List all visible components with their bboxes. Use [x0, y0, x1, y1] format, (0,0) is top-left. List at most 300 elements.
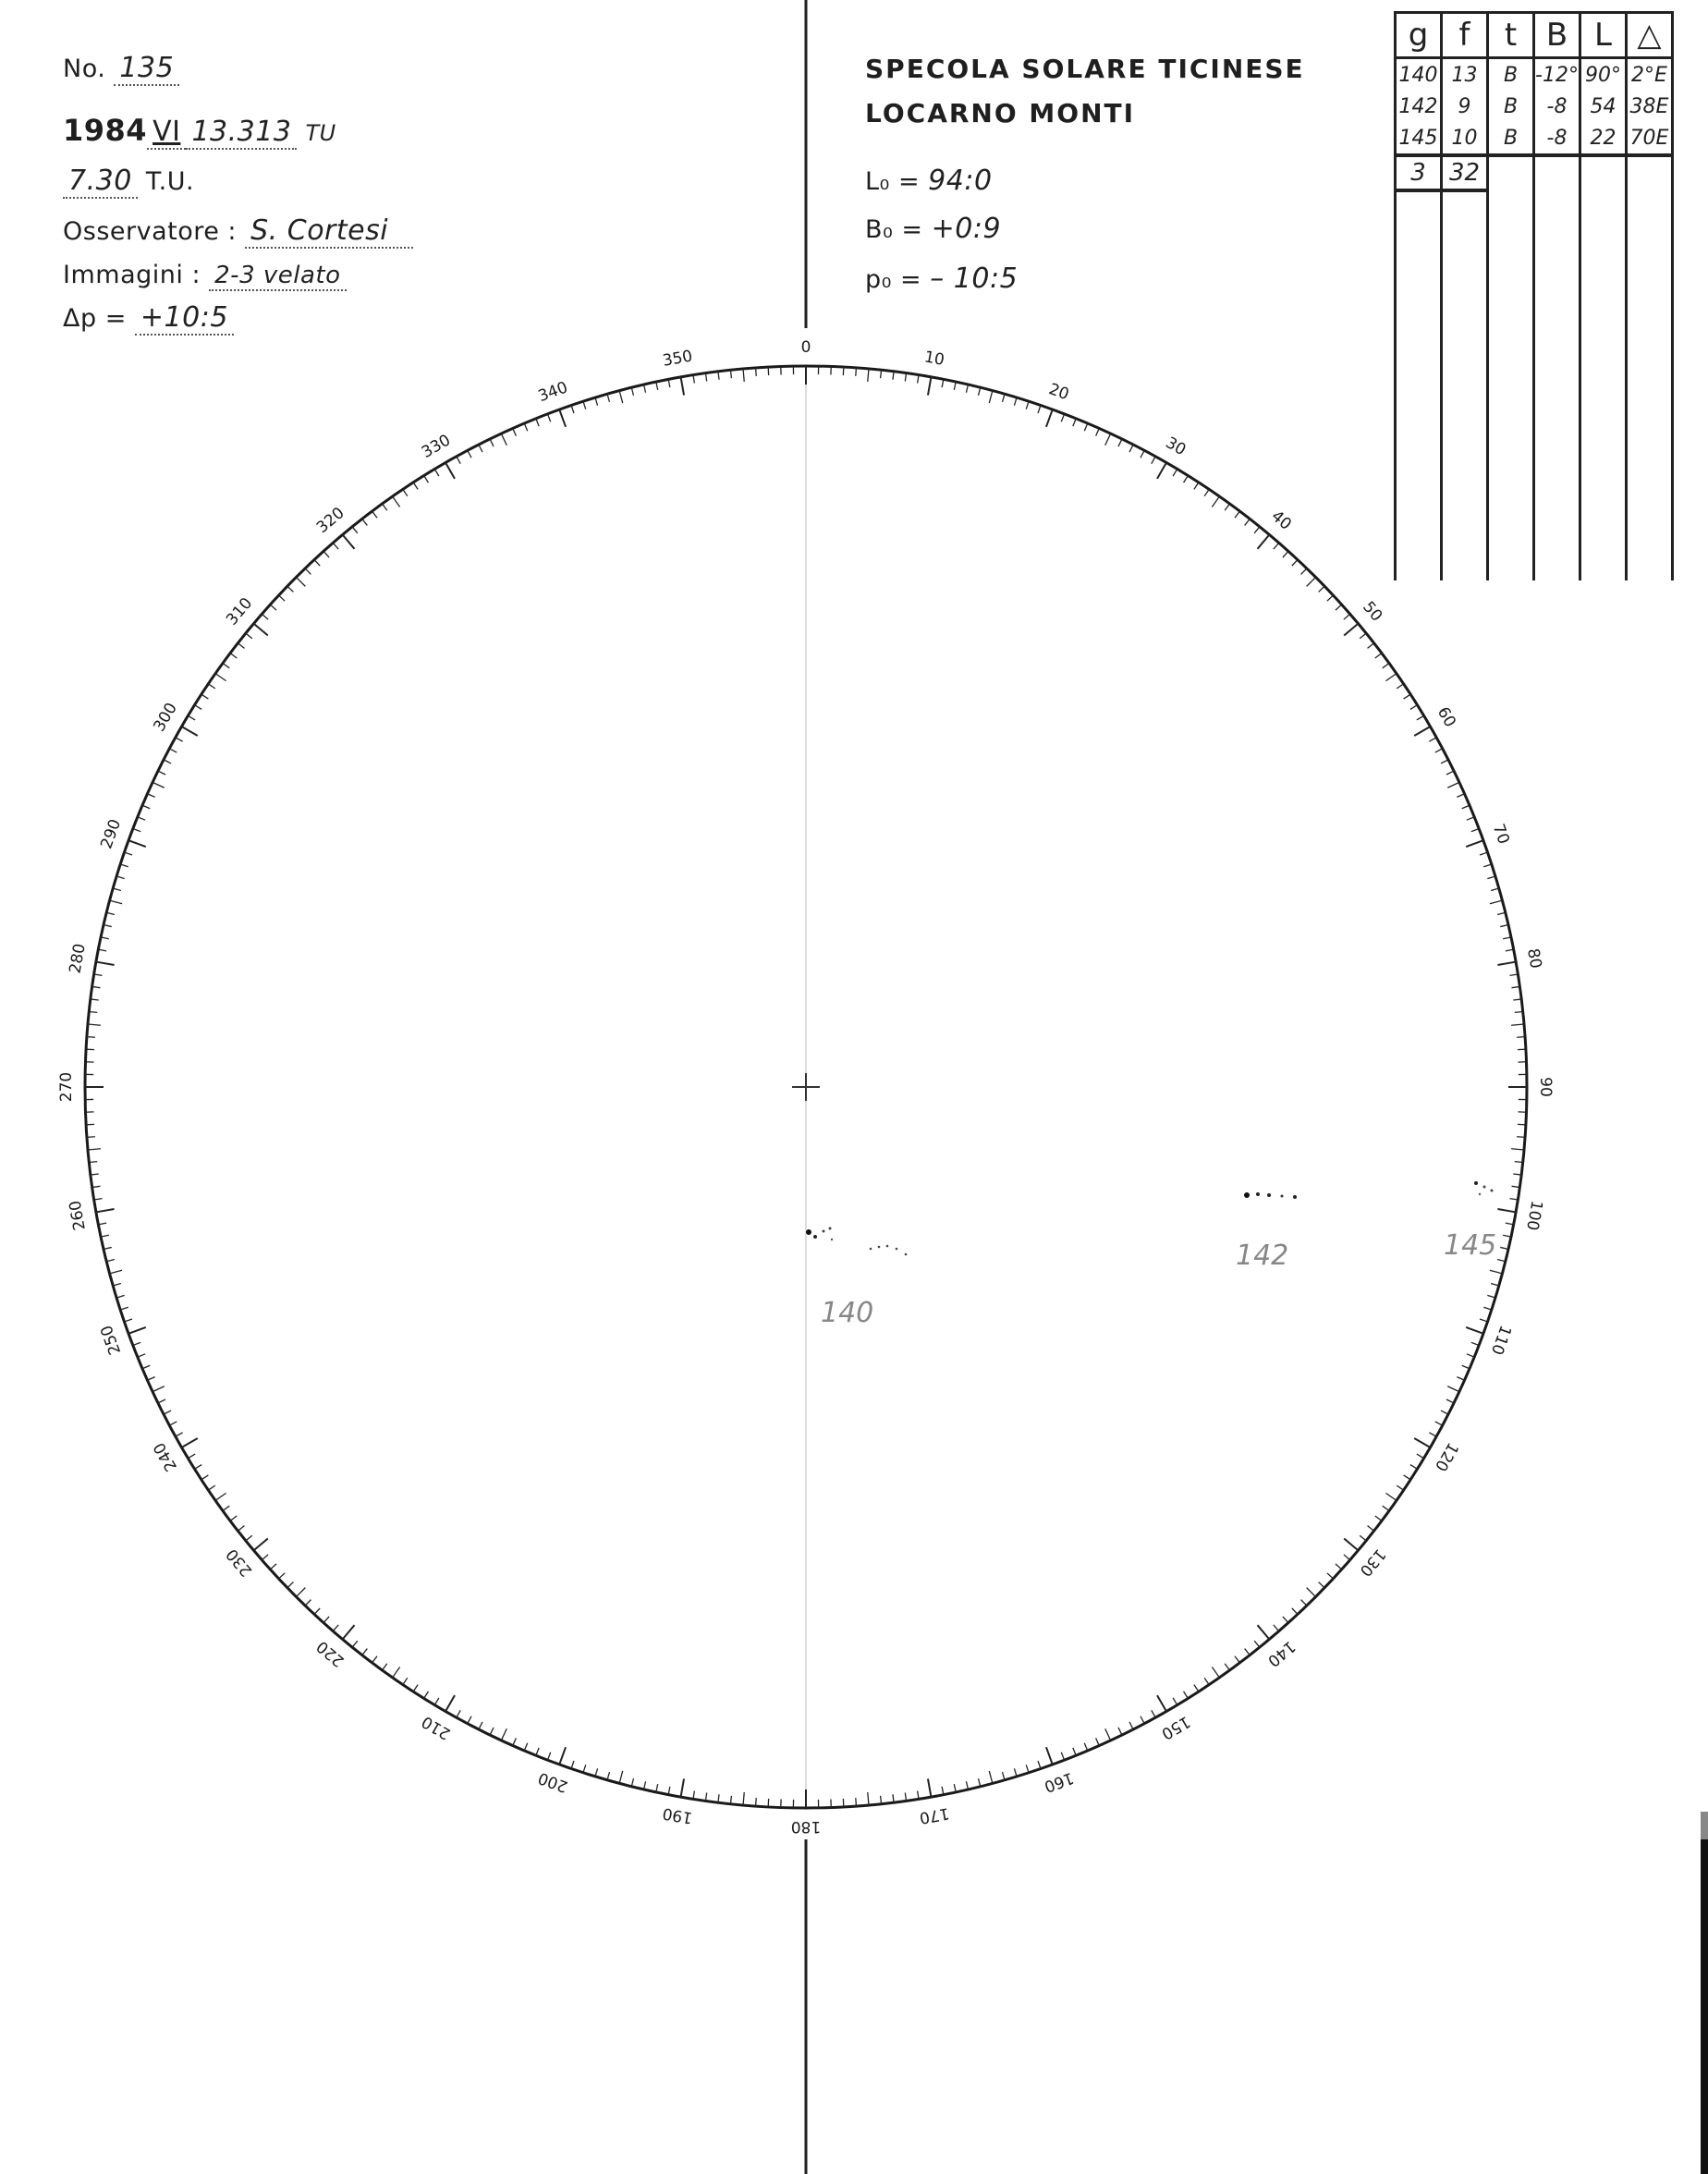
degree-tick	[362, 1649, 368, 1655]
degree-tick	[1184, 1692, 1189, 1699]
degree-tick	[434, 469, 439, 476]
cell-delta: 70E	[1627, 122, 1673, 155]
cell-t: B	[1488, 91, 1534, 122]
degree-tick	[120, 864, 128, 867]
degree-tick	[124, 1319, 132, 1322]
sunspot	[1483, 1186, 1486, 1189]
degree-tick	[1410, 705, 1418, 710]
degree-tick	[536, 419, 539, 426]
scale-label-330: 330	[418, 431, 455, 462]
degree-tick	[1327, 595, 1334, 601]
sunspot	[896, 1248, 898, 1251]
scale-label-290: 290	[97, 816, 126, 852]
degree-tick	[176, 1433, 183, 1436]
cell-f: 10	[1442, 122, 1488, 155]
degree-tick	[1301, 568, 1307, 574]
degree-tick	[1173, 1698, 1177, 1705]
degree-tick	[1319, 1582, 1324, 1588]
degree-tick	[176, 738, 183, 741]
sunspot	[823, 1230, 825, 1233]
degree-tick	[1307, 577, 1316, 586]
degree-tick	[142, 1365, 150, 1369]
scan-edge-shadow	[1701, 1812, 1708, 1839]
degree-tick	[1046, 1747, 1053, 1765]
degree-tick	[120, 1307, 128, 1310]
degree-tick	[1073, 419, 1076, 426]
scale-label-140: 140	[1263, 1636, 1299, 1670]
degree-tick	[1471, 828, 1479, 831]
degree-tick	[1491, 1284, 1499, 1286]
group-label-142: 142	[1236, 1240, 1289, 1272]
degree-tick	[1511, 1149, 1524, 1150]
scale-label-80: 80	[1523, 947, 1545, 971]
degree-tick	[164, 760, 171, 763]
cell-f: 13	[1442, 58, 1488, 92]
degree-tick	[756, 368, 757, 376]
degree-tick	[1404, 1475, 1411, 1480]
degree-tick	[1292, 560, 1298, 567]
scale-label-130: 130	[1355, 1545, 1389, 1581]
degree-tick	[693, 375, 694, 384]
degree-tick	[223, 1506, 229, 1510]
degree-tick	[1105, 1728, 1111, 1740]
degree-tick	[1462, 1365, 1470, 1369]
degree-tick	[101, 1235, 109, 1237]
L0-label: L₀ =	[865, 167, 921, 196]
degree-tick	[101, 937, 109, 939]
degree-tick	[1517, 1037, 1525, 1038]
degree-tick	[445, 1695, 455, 1711]
degree-tick	[490, 439, 494, 446]
degree-tick	[296, 1588, 305, 1597]
degree-tick	[343, 1625, 355, 1639]
degree-tick	[1319, 586, 1324, 592]
degree-tick	[142, 805, 150, 809]
degree-tick	[1204, 1678, 1209, 1684]
scale-label-350: 350	[661, 347, 694, 371]
degree-tick	[1038, 405, 1041, 413]
degree-tick	[1141, 450, 1144, 458]
degree-tick	[1500, 1247, 1508, 1249]
degree-tick	[479, 1722, 482, 1729]
degree-tick	[223, 664, 229, 668]
degree-tick	[1414, 727, 1430, 736]
degree-tick	[372, 511, 377, 518]
degree-tick	[1129, 1722, 1133, 1729]
degree-tick	[372, 1656, 377, 1663]
degree-tick	[1490, 900, 1503, 904]
degree-tick	[1084, 1743, 1088, 1751]
observatory-name: SPECOLA SOLARE TICINESE	[865, 54, 1305, 84]
degree-tick	[270, 1564, 276, 1569]
degree-tick	[1254, 527, 1260, 533]
header-t: t	[1488, 13, 1534, 58]
degree-tick	[1254, 1641, 1260, 1647]
degree-tick	[1327, 1573, 1334, 1579]
degree-tick	[1157, 463, 1166, 479]
sunspot	[806, 1229, 811, 1235]
scale-label-280: 280	[66, 942, 90, 975]
degree-tick	[1258, 1625, 1270, 1639]
degree-tick	[942, 379, 944, 387]
degree-tick	[147, 794, 154, 798]
degree-tick	[87, 1137, 95, 1138]
degree-tick	[1194, 482, 1199, 490]
degree-tick	[124, 852, 132, 855]
degree-tick	[424, 476, 429, 483]
degree-tick	[393, 496, 400, 507]
degree-tick	[314, 560, 320, 567]
scale-label-220: 220	[312, 1636, 348, 1670]
degree-tick	[1073, 1748, 1076, 1755]
degree-tick	[215, 1493, 226, 1500]
cell-B: -12°	[1534, 58, 1580, 92]
degree-tick	[88, 1149, 101, 1150]
degree-tick	[110, 1270, 123, 1274]
images-value: 2-3 velato	[209, 262, 346, 291]
degree-tick	[169, 749, 177, 752]
degree-tick	[583, 401, 586, 409]
degree-tick	[743, 1792, 744, 1805]
degree-tick	[513, 428, 517, 435]
degree-tick	[468, 450, 471, 458]
degree-tick	[147, 1377, 154, 1381]
degree-tick	[413, 482, 418, 490]
degree-tick	[1404, 694, 1411, 699]
degree-tick	[287, 1582, 293, 1588]
degree-tick	[253, 624, 267, 636]
scale-label-190: 190	[661, 1803, 694, 1827]
degree-tick	[1274, 543, 1279, 549]
observer-label: Osservatore :	[63, 217, 238, 246]
degree-tick	[1510, 1199, 1519, 1200]
degree-tick	[856, 368, 857, 376]
degree-tick	[195, 705, 202, 710]
degree-tick	[333, 1625, 338, 1631]
degree-tick	[607, 394, 609, 402]
degree-tick	[1235, 1656, 1239, 1663]
degree-tick	[152, 1386, 165, 1392]
scale-label-200: 200	[535, 1767, 571, 1796]
degree-tick	[524, 1743, 528, 1751]
sunspot	[1267, 1193, 1271, 1197]
degree-tick	[113, 888, 121, 890]
degree-tick	[182, 727, 198, 736]
p0-label: p₀ =	[865, 265, 922, 294]
degree-tick	[607, 1772, 609, 1780]
degree-tick	[928, 377, 931, 396]
degree-tick	[383, 1664, 387, 1670]
degree-tick	[1046, 409, 1053, 427]
degree-tick	[1375, 1516, 1382, 1521]
sunspot-group-140	[806, 1227, 907, 1330]
degree-tick	[1173, 469, 1177, 476]
degree-tick	[1307, 1588, 1316, 1597]
degree-tick	[1467, 1354, 1474, 1357]
sunspot	[829, 1227, 832, 1230]
degree-tick	[989, 391, 993, 404]
degree-tick	[1283, 551, 1288, 557]
degree-tick	[1360, 1535, 1366, 1541]
degree-tick	[110, 900, 123, 904]
degree-tick	[116, 876, 125, 879]
degree-tick	[1466, 840, 1483, 847]
header-g: g	[1396, 13, 1442, 58]
degree-tick	[1487, 876, 1495, 879]
degree-tick	[693, 1791, 694, 1800]
time-unit: T.U.	[145, 167, 195, 196]
degree-tick	[1344, 614, 1350, 619]
degree-tick	[1026, 1765, 1029, 1773]
degree-tick	[1385, 674, 1396, 681]
scale-label-240: 240	[150, 1438, 181, 1475]
degree-tick	[113, 1284, 121, 1286]
header-delta: △	[1627, 13, 1673, 58]
degree-tick	[571, 1761, 574, 1769]
degree-tick	[116, 1295, 125, 1298]
sunspot	[1281, 1195, 1284, 1198]
degree-tick	[96, 1209, 115, 1212]
degree-tick	[1383, 1506, 1389, 1510]
scan-edge	[1701, 1839, 1708, 2174]
degree-tick	[1360, 633, 1366, 639]
degree-tick	[230, 653, 237, 658]
degree-tick	[104, 1247, 112, 1249]
degree-tick	[1274, 1625, 1279, 1631]
degree-tick	[1105, 434, 1111, 446]
degree-tick	[230, 1516, 237, 1521]
degree-tick	[979, 387, 981, 396]
degree-tick	[106, 1260, 115, 1262]
degree-tick	[1497, 1260, 1506, 1262]
degree-tick	[1487, 1295, 1495, 1298]
cell-t: B	[1488, 122, 1534, 155]
degree-tick	[1096, 428, 1100, 435]
cell-t: B	[1488, 58, 1534, 92]
cell-L: 54	[1580, 91, 1627, 122]
scale-label-30: 30	[1162, 434, 1190, 460]
degree-tick	[1503, 1235, 1511, 1237]
degree-tick	[208, 684, 214, 689]
degree-tick	[98, 1223, 106, 1225]
degree-tick	[1026, 401, 1029, 409]
degree-tick	[96, 962, 115, 965]
degree-tick	[644, 385, 646, 393]
scale-label-0: 0	[800, 338, 811, 357]
degree-tick	[536, 1748, 539, 1755]
sunspot	[870, 1248, 872, 1251]
date-day: 13.313	[186, 116, 297, 150]
degree-tick	[1038, 1761, 1041, 1769]
degree-tick	[681, 1778, 684, 1797]
degree-tick	[1003, 394, 1005, 402]
degree-tick	[238, 1526, 244, 1532]
degree-tick	[1414, 1438, 1430, 1447]
degree-tick	[434, 1698, 439, 1705]
degree-tick	[1511, 1024, 1524, 1025]
degree-tick	[1441, 760, 1448, 763]
degree-tick	[104, 925, 112, 927]
total-groups: 3	[1396, 155, 1442, 190]
degree-tick	[1141, 1716, 1144, 1724]
degree-tick	[595, 1768, 598, 1777]
degree-tick	[1446, 1399, 1454, 1403]
degree-tick	[1410, 1465, 1418, 1470]
degree-tick	[501, 1728, 506, 1740]
degree-tick	[393, 1667, 400, 1677]
degree-tick	[524, 423, 528, 431]
degree-tick	[743, 369, 744, 382]
cell-delta: 38E	[1627, 91, 1673, 122]
sunspot	[831, 1239, 833, 1240]
degree-tick	[158, 1399, 165, 1403]
degree-tick	[631, 1778, 633, 1787]
degree-tick	[383, 504, 387, 510]
degree-tick	[1385, 1493, 1396, 1500]
scale-label-40: 40	[1267, 507, 1295, 534]
degree-tick	[1417, 1454, 1424, 1459]
degree-tick	[1225, 1664, 1229, 1670]
degree-tick	[1014, 397, 1017, 406]
degree-tick	[501, 434, 506, 446]
degree-tick	[128, 840, 146, 847]
sunspot	[1244, 1192, 1250, 1198]
degree-tick	[262, 614, 268, 619]
cell-delta: 2°E	[1627, 58, 1673, 92]
degree-tick	[1490, 1270, 1503, 1274]
scale-label-260: 260	[66, 1199, 90, 1232]
time-value: 7.30	[63, 165, 138, 199]
observer-value: S. Cortesi	[245, 214, 413, 249]
degree-tick	[262, 1555, 268, 1560]
degree-tick	[1506, 949, 1514, 951]
degree-tick	[87, 1037, 95, 1038]
degree-tick	[1435, 749, 1443, 752]
sunspot-group-145	[1444, 1181, 1496, 1262]
degree-tick	[169, 1422, 177, 1425]
degree-tick	[681, 377, 684, 396]
degree-tick	[246, 633, 252, 639]
degree-tick	[201, 694, 209, 699]
degree-tick	[1204, 489, 1209, 495]
cell-L: 90°	[1580, 58, 1627, 92]
degree-tick	[1467, 817, 1474, 820]
sunspot	[1474, 1181, 1478, 1185]
degree-tick	[1480, 852, 1488, 855]
sunspot	[1491, 1190, 1494, 1192]
L0-value: 94:0	[928, 165, 993, 197]
degree-tick	[966, 1781, 968, 1789]
scale-label-210: 210	[418, 1712, 455, 1743]
degree-tick	[208, 1485, 214, 1490]
degree-tick	[1283, 1617, 1288, 1623]
scale-label-10: 10	[922, 348, 946, 370]
degree-tick	[1517, 1137, 1525, 1138]
scale-label-110: 110	[1486, 1322, 1515, 1358]
date-month: VI	[147, 116, 186, 150]
degree-tick	[1368, 1526, 1374, 1532]
degree-tick	[1118, 1728, 1122, 1735]
total-spots: 32	[1442, 155, 1488, 190]
degree-tick	[201, 1475, 209, 1480]
degree-tick	[1152, 1710, 1155, 1717]
degree-tick	[1397, 684, 1403, 689]
degree-tick	[403, 1678, 408, 1684]
degree-tick	[413, 1685, 418, 1692]
images-label: Immagini :	[63, 261, 201, 289]
degree-tick	[656, 382, 658, 390]
degree-tick	[1152, 457, 1155, 464]
date-suffix: TU	[305, 120, 336, 146]
degree-tick	[1184, 476, 1189, 483]
degree-tick	[1245, 1649, 1250, 1655]
degree-tick	[424, 1692, 429, 1699]
degree-tick	[490, 1728, 494, 1735]
degree-tick	[1447, 1386, 1459, 1392]
degree-tick	[279, 595, 286, 601]
sunspot	[878, 1246, 881, 1249]
scale-label-170: 170	[918, 1803, 951, 1827]
degree-tick	[918, 1791, 919, 1800]
degree-tick	[1503, 937, 1511, 939]
sunspot-group-142	[1236, 1192, 1297, 1272]
degree-tick	[152, 782, 165, 788]
scale-label-300: 300	[150, 699, 181, 736]
degree-tick	[856, 1798, 857, 1806]
degree-tick	[1301, 1600, 1307, 1606]
degree-tick	[94, 1199, 103, 1200]
cell-g: 145	[1396, 122, 1442, 155]
degree-tick	[1497, 962, 1516, 965]
sunspot	[813, 1235, 817, 1239]
sunspot	[886, 1245, 889, 1248]
degree-tick	[656, 1784, 658, 1792]
degree-tick	[631, 387, 633, 396]
degree-tick	[1212, 1667, 1219, 1677]
scale-label-160: 160	[1041, 1767, 1077, 1796]
degree-tick	[133, 1342, 140, 1345]
degree-tick	[1014, 1768, 1017, 1777]
degree-tick	[188, 715, 195, 720]
degree-tick	[547, 414, 550, 421]
degree-tick	[1061, 414, 1064, 421]
degree-tick	[98, 949, 106, 951]
degree-tick	[270, 605, 276, 610]
header-f: f	[1442, 13, 1488, 58]
scale-label-180: 180	[790, 1817, 822, 1836]
degree-tick	[238, 643, 244, 649]
degree-tick	[253, 1539, 267, 1551]
number-value: 135	[114, 52, 179, 86]
degree-tick	[362, 519, 368, 525]
degree-tick	[158, 771, 165, 775]
scale-label-50: 50	[1359, 598, 1386, 626]
degree-tick	[1500, 925, 1508, 927]
degree-tick	[246, 1535, 252, 1541]
degree-tick	[1491, 888, 1499, 890]
degree-tick	[954, 1784, 956, 1792]
degree-tick	[942, 1787, 944, 1795]
degree-tick	[989, 1771, 993, 1784]
degree-tick	[138, 817, 145, 820]
degree-tick	[868, 1792, 869, 1805]
degree-tick	[668, 1787, 670, 1795]
header-L: L	[1580, 13, 1627, 58]
degree-tick	[1368, 643, 1374, 649]
B0-value: +0:9	[931, 213, 1002, 245]
degree-tick	[403, 489, 408, 495]
degree-tick	[182, 1438, 198, 1447]
